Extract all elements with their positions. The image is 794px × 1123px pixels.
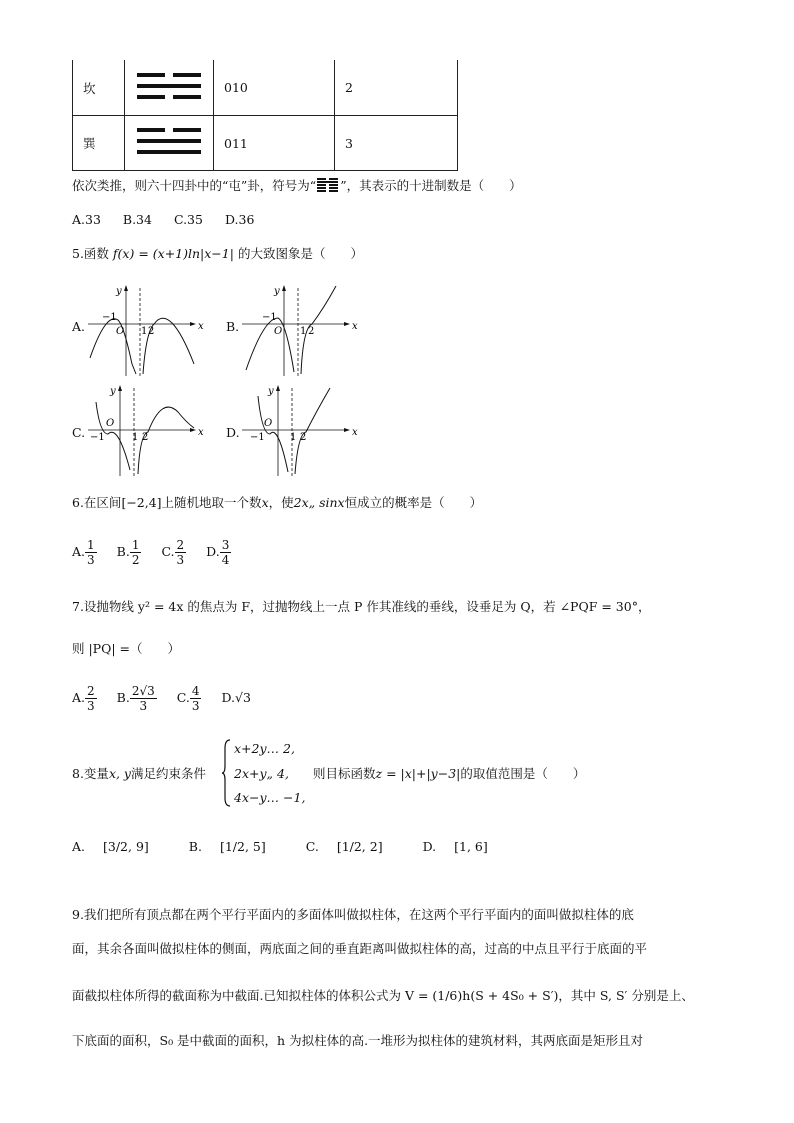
svg-text:y: y xyxy=(274,286,280,297)
svg-text:y: y xyxy=(116,286,122,297)
graph-d[interactable] xyxy=(240,382,360,478)
option-d-label[interactable]: D. xyxy=(226,425,240,440)
svg-text:O: O xyxy=(264,418,273,429)
option-a[interactable]: A. [3/2, 9] xyxy=(72,839,149,854)
svg-text:O: O xyxy=(106,418,115,429)
brace-icon xyxy=(222,738,232,808)
q7-options xyxy=(72,684,251,713)
q9-line-3: 面截拟柱体所得的截面称为中截面.已知拟柱体的体积公式为 V = (1/6)h(S + 4S₀ + S′)，其中 S, S′ 分别是上、 xyxy=(72,988,694,1003)
option-a[interactable]: A. $\frac{2}{3}$ xyxy=(72,684,95,713)
q8-stem-b: 则目标函数z = |x|+|y−3|的取值范围是（ ） xyxy=(313,766,586,781)
q9-line-2: 面，其余各面叫做拟柱体的侧面，两底面之间的垂直距离叫做拟柱体的高，过高的中点且平行于底面的平 xyxy=(72,941,648,956)
svg-text:1: 1 xyxy=(300,326,307,337)
trigram-decimal: 2 xyxy=(335,60,458,116)
option-c[interactable]: C.35 xyxy=(173,212,203,227)
option-b[interactable]: B. [1/2, 5] xyxy=(188,839,266,854)
constraint-3: 4x−y… −1, xyxy=(234,790,306,805)
trigram-binary: 011 xyxy=(214,116,335,171)
q6-options xyxy=(72,538,231,567)
graph-a[interactable] xyxy=(86,282,206,378)
svg-text:x: x xyxy=(198,427,204,438)
q7-stem-2: 则 |PQ| =（ ） xyxy=(72,641,181,656)
option-c-label[interactable]: C. xyxy=(72,425,86,440)
svg-text:x: x xyxy=(352,321,358,332)
option-a-label[interactable]: A. xyxy=(72,319,86,334)
q5-stem: 5.函数 f(x) = (x+1)ln|x−1| 的大致图象是（ ） xyxy=(72,246,363,261)
svg-text:−1: −1 xyxy=(102,312,117,323)
option-d[interactable]: D.√3 xyxy=(221,690,251,705)
svg-text:1: 1 xyxy=(132,432,139,443)
q7-stem: 7.设抛物线 y² = 4x 的焦点为 F，过抛物线上一点 P 作其准线的垂线，设垂足为 Q，若 ∠PQF = 30°， xyxy=(72,599,651,614)
q8-options xyxy=(72,838,524,856)
svg-text:O: O xyxy=(274,326,283,337)
svg-text:x: x xyxy=(352,427,358,438)
trigram-name: 坎 xyxy=(73,60,125,116)
svg-text:O: O xyxy=(116,326,125,337)
option-c[interactable]: C. $\frac{2}{3}$ xyxy=(161,538,185,567)
option-b[interactable]: B. $\frac{1}{2}$ xyxy=(116,538,140,567)
trigram-symbol xyxy=(125,116,214,171)
option-c[interactable]: C. $\frac{4}{3}$ xyxy=(176,684,200,713)
option-b[interactable]: B.34 xyxy=(122,212,152,227)
svg-text:2: 2 xyxy=(148,326,155,337)
q6-stem: 6.在区间[−2,4]上随机地取一个数x，使2x„ sinx恒成立的概率是（ ） xyxy=(72,495,483,510)
q6-inequality: 2x„ sinx xyxy=(293,495,345,510)
trigram-table xyxy=(72,60,458,171)
xun-trigram-icon xyxy=(125,116,213,167)
graph-b[interactable] xyxy=(240,282,360,378)
svg-text:1: 1 xyxy=(141,326,148,337)
option-a[interactable]: A. $\frac{1}{3}$ xyxy=(72,538,95,567)
svg-text:x: x xyxy=(198,321,204,332)
svg-text:y: y xyxy=(110,386,116,397)
q4-stem: 依次类推，则六十四卦中的“屯”卦，符号为“ ”，其表示的十进制数是（ ） xyxy=(72,178,522,193)
svg-text:2: 2 xyxy=(300,432,307,443)
svg-text:1: 1 xyxy=(290,432,297,443)
kan-trigram-icon xyxy=(125,60,213,112)
q8-stem-a: 8.变量x, y满足约束条件 xyxy=(72,766,207,781)
constraint-2: 2x+y„ 4, xyxy=(234,766,289,781)
trigram-name: 巽 xyxy=(73,116,125,171)
option-d[interactable]: D. $\frac{3}{4}$ xyxy=(206,538,230,567)
svg-text:2: 2 xyxy=(142,432,149,443)
option-d[interactable]: D.36 xyxy=(224,212,255,227)
svg-text:−1: −1 xyxy=(262,312,277,323)
option-b-label[interactable]: B. xyxy=(226,319,240,334)
svg-text:y: y xyxy=(268,386,274,397)
table-row xyxy=(73,60,458,116)
svg-text:2: 2 xyxy=(308,326,315,337)
graph-c[interactable] xyxy=(86,382,206,478)
zhun-hexagram-icon xyxy=(316,177,340,193)
q5-formula: f(x) = (x+1)ln|x−1| xyxy=(112,246,234,261)
option-d[interactable]: D. [1, 6] xyxy=(422,839,488,854)
q6-interval: [−2,4] xyxy=(121,495,162,510)
trigram-decimal: 3 xyxy=(335,116,458,171)
q9-line-1: 9.我们把所有顶点都在两个平行平面内的多面体叫做拟柱体，在这两个平行平面内的面叫做拟柱体的底 xyxy=(72,907,634,922)
option-b[interactable]: B. $\frac{2√3}{3}$ xyxy=(116,684,155,713)
trigram-binary: 010 xyxy=(214,60,335,116)
constraint-1: x+2y… 2, xyxy=(234,741,295,756)
option-c[interactable]: C. [1/2, 2] xyxy=(305,839,383,854)
svg-text:−1: −1 xyxy=(90,432,105,443)
q9-line-4: 下底面的面积，S₀ 是中截面的面积，h 为拟柱体的高.一堆形为拟柱体的建筑材料，其两底面是矩形且对 xyxy=(72,1033,644,1048)
svg-text:−1: −1 xyxy=(250,432,265,443)
table-row xyxy=(73,116,458,171)
option-a[interactable]: A.33 xyxy=(72,212,101,227)
trigram-symbol xyxy=(125,60,214,116)
q4-options xyxy=(72,211,272,229)
